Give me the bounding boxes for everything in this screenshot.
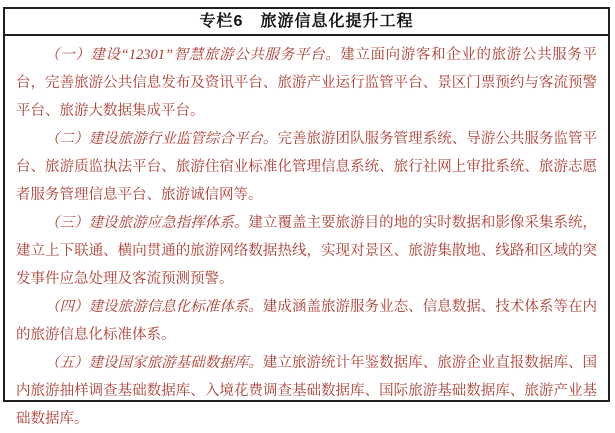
paragraph-lead: （二）建设旅游行业监管综合平台。 bbox=[45, 131, 278, 147]
column-body bbox=[5, 36, 608, 433]
feature-column-box bbox=[3, 7, 610, 427]
paragraph-item-3 bbox=[16, 209, 597, 293]
paragraph-lead: （一）建设“12301”智慧旅游公共服务平台。 bbox=[45, 47, 341, 63]
paragraph-item-1 bbox=[16, 41, 597, 125]
paragraph-lead: （五）建设国家旅游基础数据库。 bbox=[45, 355, 263, 371]
paragraph-item-4 bbox=[16, 293, 597, 349]
paragraph-body: 建立旅游统计年鉴数据库、旅游企业直报数据库、国内旅游抽样调查基础数据库、入境花费调查基础数据库、国际旅游基础数据库、旅游产业基础数据库。 bbox=[16, 355, 597, 427]
paragraph-body: 建立面向游客和企业的旅游公共服务平台，完善旅游公共信息发布及资讯平台、旅游产业运行监管平台、景区门票预约与客流预警平台、旅游大数据集成平台。 bbox=[16, 47, 597, 119]
paragraph-item-2 bbox=[16, 125, 597, 209]
paragraph-body: 完善旅游团队服务管理系统、导游公共服务监管平台、旅游质监执法平台、旅游住宿业标准化管理信息系统、旅行社网上审批系统、旅游志愿者服务管理信息平台、旅游诚信网等。 bbox=[16, 131, 598, 203]
paragraph-item-5 bbox=[16, 349, 597, 433]
paragraph-body: 建立覆盖主要旅游目的地的实时数据和影像采集系统，建立上下联通、横向贯通的旅游网络数据热线，实现对景区、旅游集散地、线路和区域的突发事件应急处理及客流预测预警。 bbox=[16, 215, 598, 287]
paragraph-body: 建成涵盖旅游服务业态、信息数据、技术体系等在内的旅游信息化标准体系。 bbox=[16, 299, 597, 343]
column-title: 专栏6 旅游信息化提升工程 bbox=[5, 9, 608, 36]
paragraph-lead: （三）建设旅游应急指挥体系。 bbox=[45, 215, 249, 231]
paragraph-lead: （四）建设旅游信息化标准体系。 bbox=[45, 299, 263, 315]
